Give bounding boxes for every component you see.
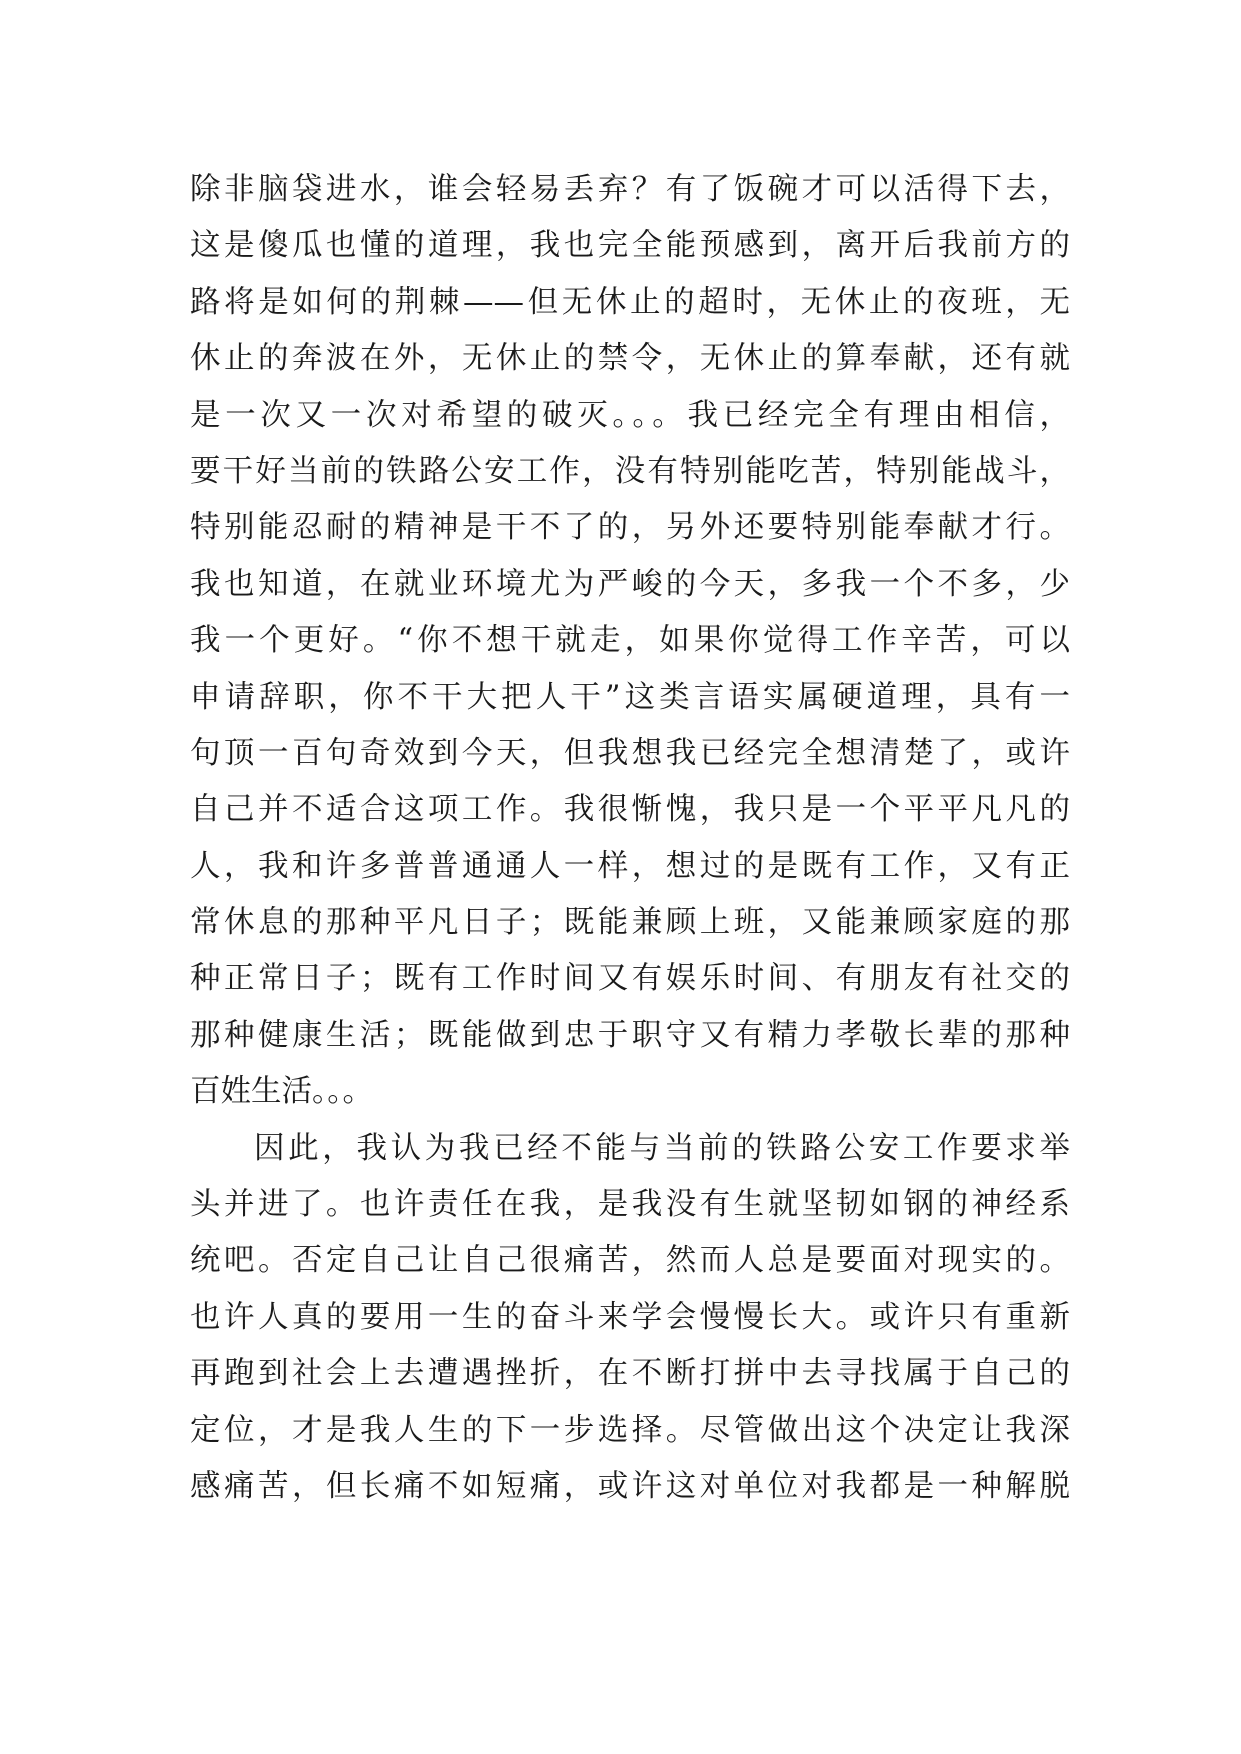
text-line: 自己并不适合这项工作。我很惭愧，我只是一个平平凡凡的	[190, 792, 1070, 828]
text-line: 要干好当前的铁路公安工作，没有特别能吃苦，特别能战斗，	[190, 453, 1070, 489]
text-line: 因此，我认为我已经不能与当前的铁路公安工作要求举	[254, 1130, 1070, 1166]
text-line: 那种健康生活；既能做到忠于职守又有精力孝敬长辈的那种	[190, 1017, 1070, 1053]
text-line: 常休息的那种平凡日子；既能兼顾上班，又能兼顾家庭的那	[190, 905, 1070, 941]
text-line: 这是傻瓜也懂的道理，我也完全能预感到，离开后我前方的	[190, 228, 1070, 264]
text-line: 我一个更好。“你不想干就走，如果你觉得工作辛苦，可以	[190, 623, 1070, 659]
text-line: 我也知道，在就业环境尤为严峻的今天，多我一个不多，少	[190, 566, 1070, 602]
text-line: 人，我和许多普普通通人一样，想过的是既有工作，又有正	[190, 848, 1070, 884]
text-line: 百姓生活。。。	[190, 1074, 373, 1110]
text-line: 特别能忍耐的精神是干不了的，另外还要特别能奉献才行。	[190, 510, 1070, 546]
text-line: 句顶一百句奇效到今天，但我想我已经完全想清楚了，或许	[190, 735, 1070, 771]
text-line: 定位，才是我人生的下一步选择。尽管做出这个决定让我深	[190, 1412, 1070, 1448]
text-line: 再跑到社会上去遭遇挫折，在不断打拼中去寻找属于自己的	[190, 1356, 1070, 1392]
text-line: 申请辞职，你不干大把人干”这类言语实属硬道理，具有一	[190, 679, 1070, 715]
text-line: 统吧。否定自己让自己很痛苦，然而人总是要面对现实的。	[190, 1243, 1070, 1279]
text-line: 也许人真的要用一生的奋斗来学会慢慢长大。或许只有重新	[190, 1299, 1070, 1335]
text-line: 感痛苦，但长痛不如短痛，或许这对单位对我都是一种解脱	[190, 1468, 1070, 1504]
text-line: 除非脑袋进水，谁会轻易丢弃？有了饭碗才可以活得下去，	[190, 172, 1070, 207]
text-line: 休止的奔波在外，无休止的禁令，无休止的算奉献，还有就	[190, 341, 1070, 377]
text-line: 种正常日子；既有工作时间又有娱乐时间、有朋友有社交的	[190, 961, 1070, 997]
text-line: 路将是如何的荆棘——但无休止的超时，无休止的夜班，无	[190, 284, 1070, 320]
paragraph-1	[190, 162, 1070, 1121]
paragraph-2	[190, 1121, 1070, 1516]
document-body	[190, 162, 1070, 1515]
text-line: 是一次又一次对希望的破灭。。。我已经完全有理由相信，	[190, 397, 1070, 433]
text-line: 头并进了。也许责任在我，是我没有生就坚韧如钢的神经系	[190, 1187, 1070, 1223]
